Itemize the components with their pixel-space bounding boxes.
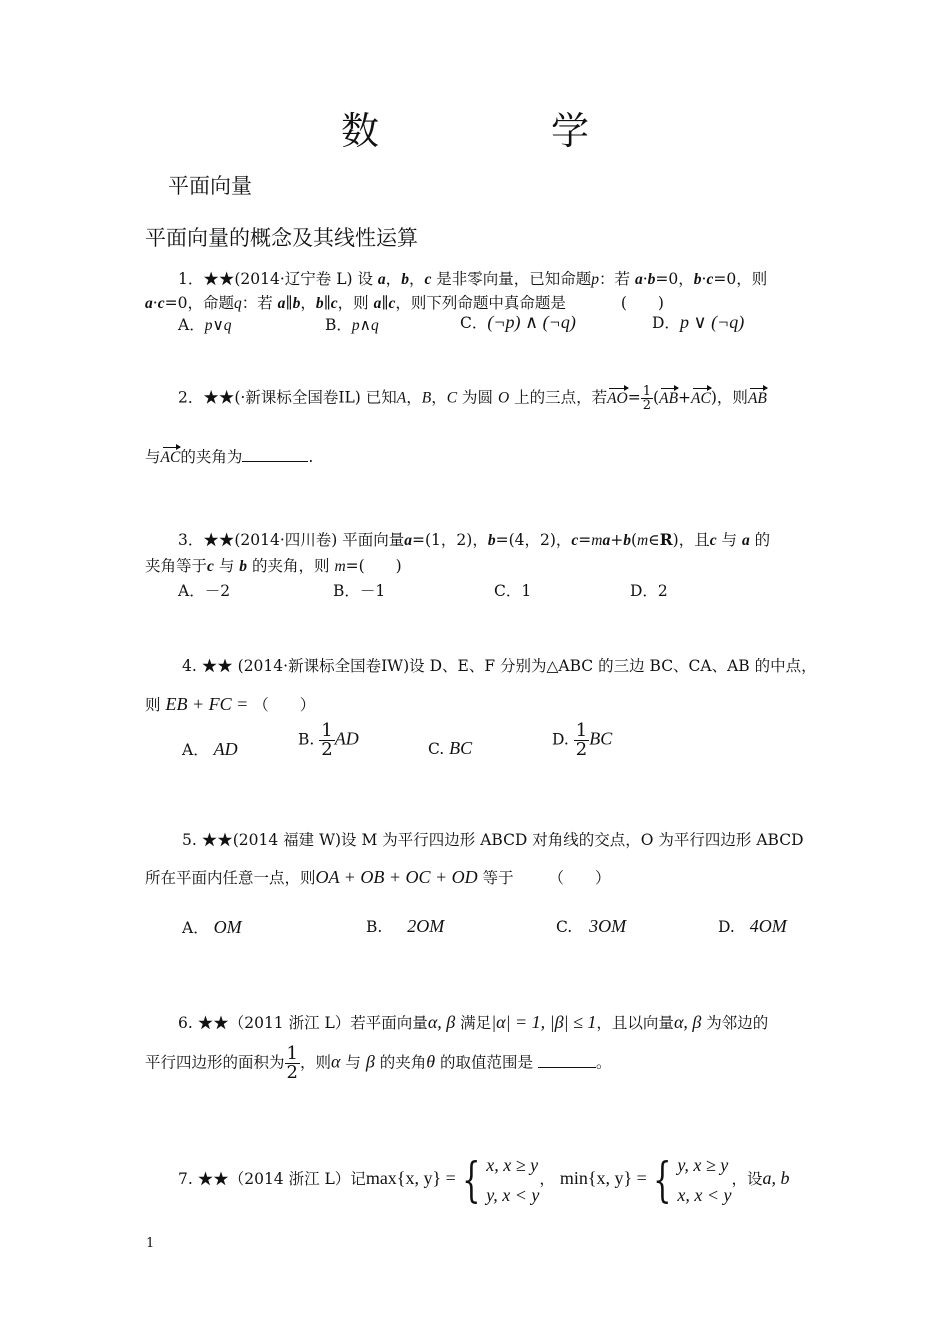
q3-option-a: A．－2 (178, 582, 231, 600)
q1-option-b: B．p∧q (325, 316, 379, 334)
q3-line1: 3．★★(2014·四川卷) 平面向量a=(1，2)，b=(4，2)，c=ma+b(m∈R)，且c 与 a 的 (178, 530, 771, 549)
q4-option-a: A． AD (182, 739, 238, 759)
q5-option-d: D. 4OM (718, 916, 787, 936)
q3-line2: 夹角等于c 与 b 的夹角，则 m=( ) (145, 557, 402, 575)
q1-answer-paren: ( ) (620, 294, 664, 312)
q6-answer-blank[interactable] (538, 1055, 596, 1068)
q7-line1: 7. ★★（2014 浙江 L）记max{x, y} = { x, x ≥ y y, x < y ， min{x, y} = { y, x ≥ y x, x < y ，设a, b (178, 1152, 790, 1208)
q2-line1: 2．★★(·新课标全国卷ⅠL) 已知A，B，C 为圆 O 上的三点，若AO= $\frac{1}{2}$ (AB+AC)，则AB (178, 384, 767, 413)
page-number: 1 (146, 1236, 155, 1251)
q5-option-b: B. 2OM (366, 916, 445, 936)
q1-option-a: A．p∨q (178, 316, 232, 334)
q4-option-c: C. BC (428, 738, 473, 758)
subsection-heading: 平面向量的概念及其线性运算 (145, 226, 418, 250)
q6-line1: 6. ★★（2011 浙江 L）若平面向量α, β 满足|α| = 1, |β| ≤ 1，且以向量α, β 为邻边的 (178, 1012, 769, 1032)
q4-line2: 则 EB + FC = （ ） (145, 694, 316, 714)
q3-option-d: D．2 (630, 582, 668, 600)
q6-line2: 平行四边形的面积为 $\frac{1}{2}$ ，则α 与 β 的夹角θ 的取值范围是 。 (145, 1043, 612, 1083)
q3-option-c: C．1 (494, 582, 532, 600)
q4-line1: 4. ★★ (2014·新课标全国卷ⅠW)设 D、E、F 分别为△ABC 的三边 BC、CA、AB 的中点， (182, 657, 817, 675)
q5-line1: 5. ★★(2014 福建 W)设 M 为平行四边形 ABCD 对角线的交点，O 为平行四边形 ABCD (182, 831, 804, 849)
q4-option-d: D. $\frac{1}{2}$ BC (552, 720, 613, 760)
q2-line2: 与AC的夹角为 . (145, 448, 314, 466)
section-heading: 平面向量 (168, 174, 252, 198)
q5-option-c: C. 3OM (556, 916, 627, 936)
q2-answer-blank[interactable] (242, 449, 308, 462)
q5-line2: 所在平面内任意一点，则OA + OB + OC + OD 等于 （ ） (145, 867, 611, 887)
q1-line2: a·c=0，命题q：若 a∥b，b∥c，则 a∥c，则下列命题中真命题是 ( ) (145, 294, 664, 312)
q1-line1: 1．★★(2014·辽宁卷 L) 设 a，b，c 是非零向量，已知命题p：若 a·b=0，b·c=0，则 (178, 270, 768, 288)
q5-option-a: A． OM (182, 917, 242, 937)
q1-option-d: D．p ∨ (¬q) (652, 312, 745, 332)
page-title: 数 学 (340, 109, 670, 153)
q4-option-b: B. $\frac{1}{2}$ AD (298, 720, 359, 760)
q1-option-c: C．(¬p) ∧ (¬q) (460, 312, 576, 332)
q3-option-b: B．－1 (333, 582, 386, 600)
